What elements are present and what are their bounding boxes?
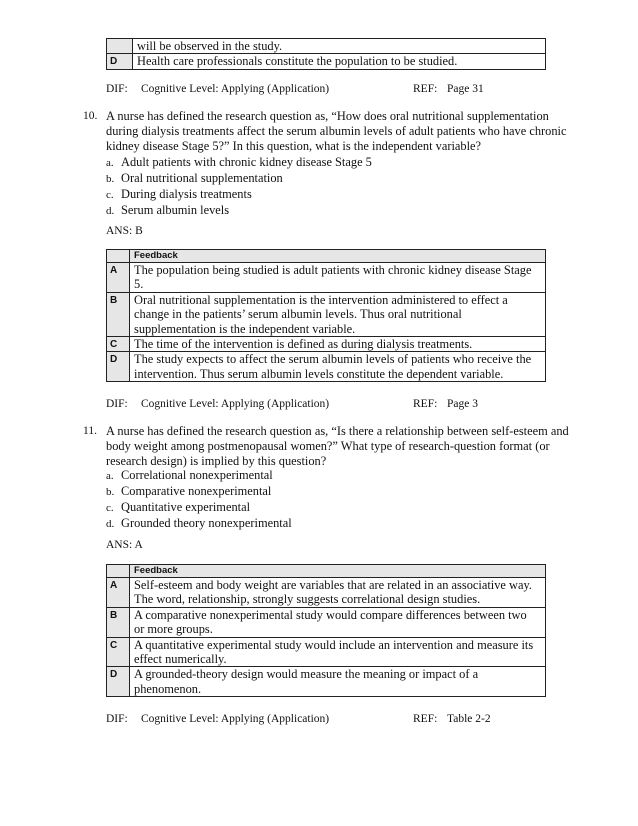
feedback-text <box>130 578 546 608</box>
stem-line: body weight among postmenopausal women?” What type of research-question format (or <box>106 439 550 453</box>
cognitive-level: Cognitive Level: Applying (Application) <box>141 398 330 410</box>
option-text: Oral nutritional supplementation <box>121 171 283 185</box>
answer-q11: ANS: A <box>106 539 143 551</box>
option-text: Quantitative experimental <box>121 500 251 514</box>
feedback-key: D <box>107 54 133 69</box>
table-header-row <box>107 250 546 263</box>
feedback-text <box>130 637 546 667</box>
cognitive-level: Cognitive Level: Applying (Application) <box>141 713 330 725</box>
option <box>106 484 506 500</box>
dif-label: DIF: <box>106 83 128 95</box>
feedback-key <box>107 39 133 54</box>
option <box>106 155 506 171</box>
option <box>106 203 506 219</box>
feedback-key: D <box>107 667 130 697</box>
option <box>106 187 506 203</box>
option-letter: c. <box>106 502 114 514</box>
table-row <box>107 337 546 352</box>
ref-value: Page 3 <box>447 398 478 410</box>
dif-line <box>106 82 606 97</box>
stem-line: kidney disease Stage 5?” In this question, what is the independent variable? <box>106 139 482 153</box>
question-stem <box>106 109 606 154</box>
feedback-line: The population being studied is adult patients with chronic kidney disease Stage <box>134 263 532 277</box>
feedback-text <box>130 607 546 637</box>
feedback-text <box>130 292 546 336</box>
feedback-line: Oral nutritional supplementation is the intervention administered to effect a <box>134 292 508 307</box>
feedback-table-q10 <box>106 249 546 382</box>
option-text: Comparative nonexperimental <box>121 484 272 498</box>
feedback-key: C <box>107 337 130 352</box>
table-row <box>107 54 546 69</box>
option-letter: a. <box>106 470 114 482</box>
feedback-line: phenomenon. <box>134 681 202 696</box>
dif-line <box>106 712 606 727</box>
stem-line: research design) is implied by this question? <box>106 454 327 468</box>
feedback-table-q11 <box>106 564 546 697</box>
feedback-header: Feedback <box>130 250 546 263</box>
option-letter: b. <box>106 486 115 498</box>
feedback-text: Health care professionals constitute the population to be studied. <box>133 54 546 69</box>
ref-label: REF: <box>413 398 438 410</box>
feedback-line: The time of the intervention is defined as during dialysis treatments. <box>134 337 473 352</box>
table-row <box>107 39 546 54</box>
option-text: Grounded theory nonexperimental <box>121 516 292 530</box>
stem-line: A nurse has defined the research question as, “How does oral nutritional supplementation <box>106 109 549 123</box>
option-letter: b. <box>106 173 115 185</box>
feedback-line: 5. <box>134 277 144 292</box>
feedback-line: or more groups. <box>134 622 213 637</box>
question-stem <box>106 424 606 469</box>
header-key-cell <box>107 565 130 578</box>
feedback-key: A <box>107 263 130 293</box>
table-row <box>107 607 546 637</box>
option-letter: d. <box>106 205 115 217</box>
dif-label: DIF: <box>106 398 128 410</box>
option <box>106 468 506 484</box>
dif-line <box>106 397 606 412</box>
feedback-line: The study expects to affect the serum albumin levels of patients who receive the <box>134 352 532 367</box>
feedback-line: change in the patients’ serum albumin levels. Thus oral nutritional <box>134 307 462 322</box>
option-letter: a. <box>106 157 114 169</box>
cognitive-level: Cognitive Level: Applying (Application) <box>141 83 330 95</box>
table-header-row <box>107 565 546 578</box>
option-text: Serum albumin levels <box>121 203 230 217</box>
ref-label: REF: <box>413 713 438 725</box>
option <box>106 500 506 516</box>
feedback-line: effect numerically. <box>134 652 227 667</box>
table-row <box>107 578 546 608</box>
option-text: During dialysis treatments <box>121 187 252 201</box>
feedback-text <box>130 263 546 293</box>
feedback-text <box>130 667 546 697</box>
feedback-line: A grounded-theory design would measure the meaning or impact of a <box>134 667 479 682</box>
ref-label: REF: <box>413 83 438 95</box>
option-letter: c. <box>106 189 114 201</box>
option-text: Adult patients with chronic kidney disease Stage 5 <box>121 155 372 169</box>
table-row <box>107 637 546 667</box>
feedback-key: A <box>107 578 130 608</box>
dif-label: DIF: <box>106 713 128 725</box>
feedback-header: Feedback <box>130 565 546 578</box>
stem-line: A nurse has defined the research question as, “Is there a relationship between self-esteem and <box>106 424 569 438</box>
feedback-text <box>130 352 546 382</box>
table-row <box>107 292 546 336</box>
feedback-key: C <box>107 637 130 667</box>
feedback-text <box>130 337 546 352</box>
ref-value: Page 31 <box>447 83 484 95</box>
feedback-line: supplementation is the independent variable. <box>134 321 356 336</box>
option <box>106 171 506 187</box>
table-row <box>107 352 546 382</box>
feedback-line: The word, relationship, strongly suggests correlational design studies. <box>134 592 481 607</box>
feedback-key: B <box>107 607 130 637</box>
ref-value: Table 2-2 <box>447 713 491 725</box>
feedback-line: Self-esteem and body weight are variables that are related in an associative way. <box>134 578 532 592</box>
feedback-key: D <box>107 352 130 382</box>
feedback-line: intervention. Thus serum albumin levels constitute the dependent variable. <box>134 366 504 381</box>
feedback-line: A quantitative experimental study would include an intervention and measure its <box>134 637 534 652</box>
option-text: Correlational nonexperimental <box>121 468 273 482</box>
table-row <box>107 667 546 697</box>
feedback-table-prev <box>106 38 546 70</box>
feedback-text: will be observed in the study. <box>133 39 546 54</box>
header-key-cell <box>107 250 130 263</box>
stem-line: during dialysis treatments affect the serum albumin levels of adult patients who have chronic <box>106 124 567 138</box>
feedback-key: B <box>107 292 130 336</box>
table-row <box>107 263 546 293</box>
question-number: 11. <box>83 425 97 437</box>
options-q11 <box>106 468 506 532</box>
options-q10 <box>106 155 506 219</box>
option <box>106 516 506 532</box>
feedback-line: A comparative nonexperimental study would compare differences between two <box>134 607 527 622</box>
question-number: 10. <box>83 110 98 122</box>
option-letter: d. <box>106 518 115 530</box>
answer-q10: ANS: B <box>106 225 143 237</box>
